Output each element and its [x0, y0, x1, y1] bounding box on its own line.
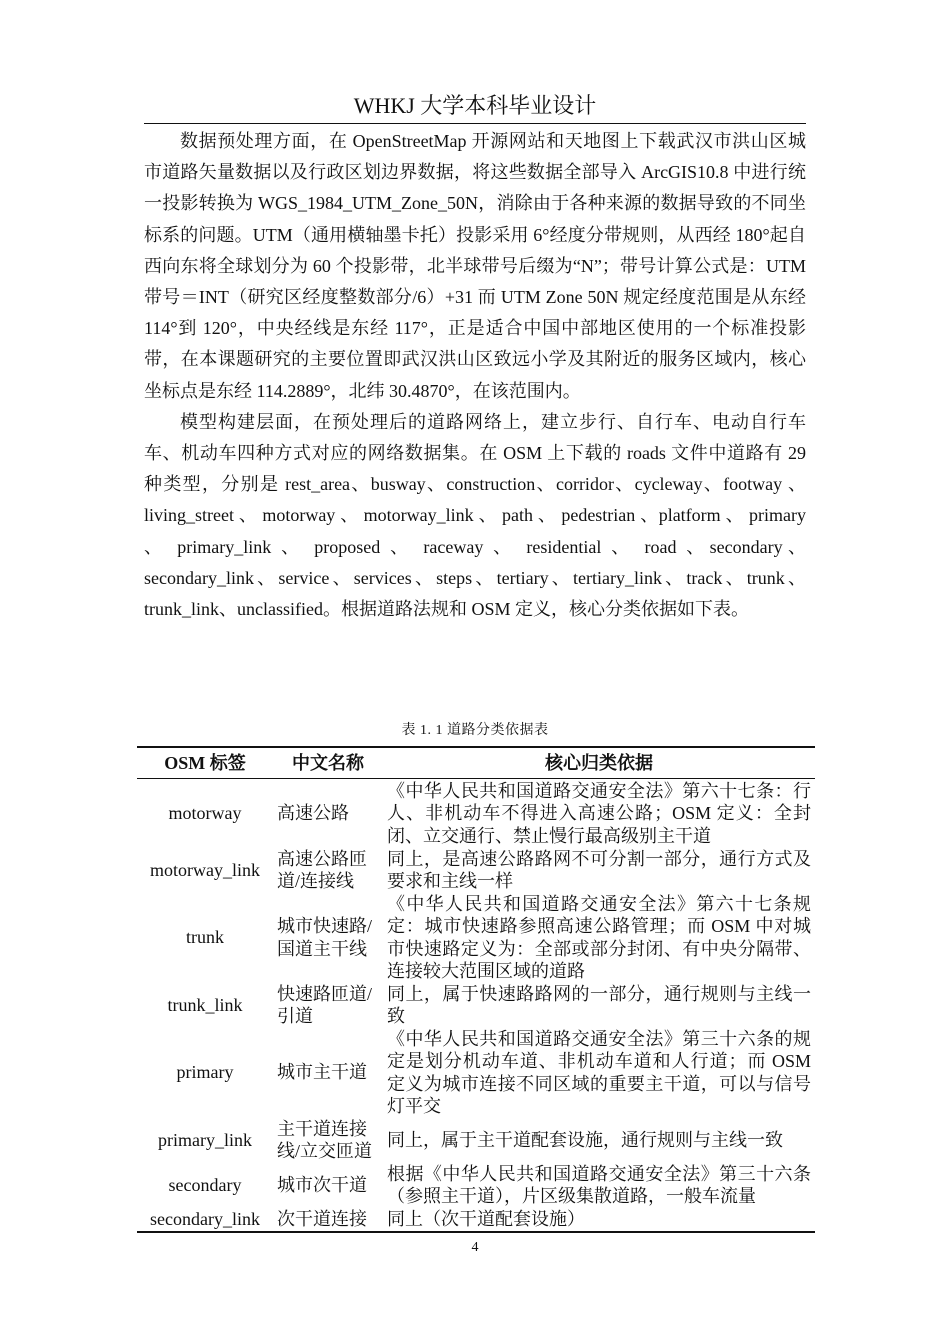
table-row — [137, 893, 815, 983]
cell-classification-basis: 同上，是高速公路路网不可分割一部分，通行方式及要求和主线一样 — [387, 848, 811, 891]
cell-classification-basis: 《中华人民共和国道路交通安全法》第六十七条：行人、非机动车不得进入高速公路；OSM 定义：全封闭、立交通行、禁止慢行最高级别主干道 — [387, 780, 811, 846]
table-header-row — [137, 747, 815, 779]
cell-chinese-name: 高速公路 — [277, 803, 349, 823]
cell-chinese-name: 主干道连接线/立交匝道 — [277, 1118, 373, 1161]
cell-chinese-name: 快速路匝道/引道 — [277, 983, 373, 1026]
cell-chinese-name: 次干道连接 — [277, 1208, 367, 1229]
road-classification-table — [137, 746, 815, 1233]
cell-classification-basis: 根据《中华人民共和国道路交通安全法》第三十六条（参照主干道），片区级集散道路，一般车流量 — [387, 1163, 811, 1206]
page-header-title: WHKJ 大学本科毕业设计 — [353, 93, 597, 118]
body-text — [144, 126, 806, 625]
header-classification-basis: 核心归类依据 — [545, 752, 653, 773]
table-row — [137, 1163, 815, 1208]
cell-classification-basis: 同上，属于快速路路网的一部分，通行规则与主线一致 — [387, 983, 811, 1026]
table-row — [137, 779, 815, 848]
cell-chinese-name: 城市次干道 — [277, 1174, 367, 1195]
cell-chinese-name: 城市快速路/国道主干线 — [277, 916, 373, 959]
table-row — [137, 1028, 815, 1118]
cell-osm-tag: motorway_link — [150, 859, 260, 880]
header-divider — [144, 123, 806, 124]
cell-chinese-name: 城市主干道 — [277, 1062, 367, 1083]
classification-table-wrapper — [137, 746, 815, 1233]
cell-osm-tag: secondary — [168, 1174, 242, 1195]
cell-osm-tag: motorway — [168, 803, 242, 823]
header-osm-tag: OSM 标签 — [164, 752, 246, 773]
cell-osm-tag: primary — [176, 1062, 234, 1083]
cell-chinese-name: 高速公路匝道/连接线 — [277, 848, 367, 891]
paragraph-preprocessing: 数据预处理方面，在 OpenStreetMap 开源网站和天地图上下载武汉市洪山区城市道路矢量数据以及行政区划边界数据，将这些数据全部导入 ArcGIS10.8 中进行统一投影转换为 WGS_1984_UTM_Zone_50N，消除由于各种来源的数据导致的不同坐标系的问题。UTM（通用横轴墨卡托）投影采用 6°经度分带规则，从西经 180°起自西向东将全球划分为 60 个投影带，北半球带号后缀为“N”；带号计算公式是：UTM 带号＝INT（研究区经度整数部分/6）+31 而 UTM Zone 50N 规定经度范围是从东经 114°到 120°，中央经线是东经 117°，正是适合中国中部地区使用的一个标准投影带，在本课题研究的主要位置即武汉洪山区致远小学及其附近的服务区域内，核心坐标点是东经 114.2889°，北纬 30.4870°，在该范围内。 — [144, 131, 806, 401]
cell-classification-basis: 《中华人民共和国道路交通安全法》第三十六条的规定是划分机动车道、非机动车道和人行道；而 OSM 定义为城市连接不同区域的重要主干道，可以与信号灯平交 — [387, 1028, 811, 1116]
table-row — [137, 983, 815, 1028]
cell-classification-basis: 《中华人民共和国道路交通安全法》第六十七条规定：城市快速路参照高速公路管理；而 OSM 中对城市快速路定义为：全部或部分封闭、有中央分隔带、连接较大范围区域的道路 — [387, 893, 811, 981]
table-caption: 表 1. 1 道路分类依据表 — [401, 723, 549, 738]
table-row — [137, 1118, 815, 1163]
paragraph-model-construction: 模型构建层面，在预处理后的道路网络上，建立步行、自行车、电动自行车车、机动车四种方式对应的网络数据集。在 OSM 上下载的 roads 文件中道路有 29 种类型，分别是 rest_area、busway、construction、corridor、cycleway、footway 、 living_street 、 motorway 、 motorway_link 、 path 、 pedestrian 、platform 、 primary 、 primary_link 、 proposed 、 raceway 、 residential 、 road 、secondary、secondary_link、service、services、steps、tertiary、tertiary_link、track、trunk、trunk_link、unclassified。根据道路法规和 OSM 定义，核心分类依据如下表。 — [144, 411, 806, 620]
cell-classification-basis: 同上（次干道配套设施） — [387, 1208, 585, 1229]
cell-osm-tag: primary_link — [158, 1129, 252, 1150]
cell-osm-tag: secondary_link — [150, 1208, 260, 1229]
cell-osm-tag: trunk_link — [167, 994, 243, 1015]
table-row — [137, 848, 815, 893]
page-number: 4 — [471, 1240, 479, 1255]
cell-osm-tag: trunk — [186, 927, 224, 948]
table-row — [137, 1208, 815, 1232]
cell-classification-basis: 同上，属于主干道配套设施，通行规则与主线一致 — [387, 1129, 783, 1150]
header-chinese-name: 中文名称 — [292, 752, 364, 773]
